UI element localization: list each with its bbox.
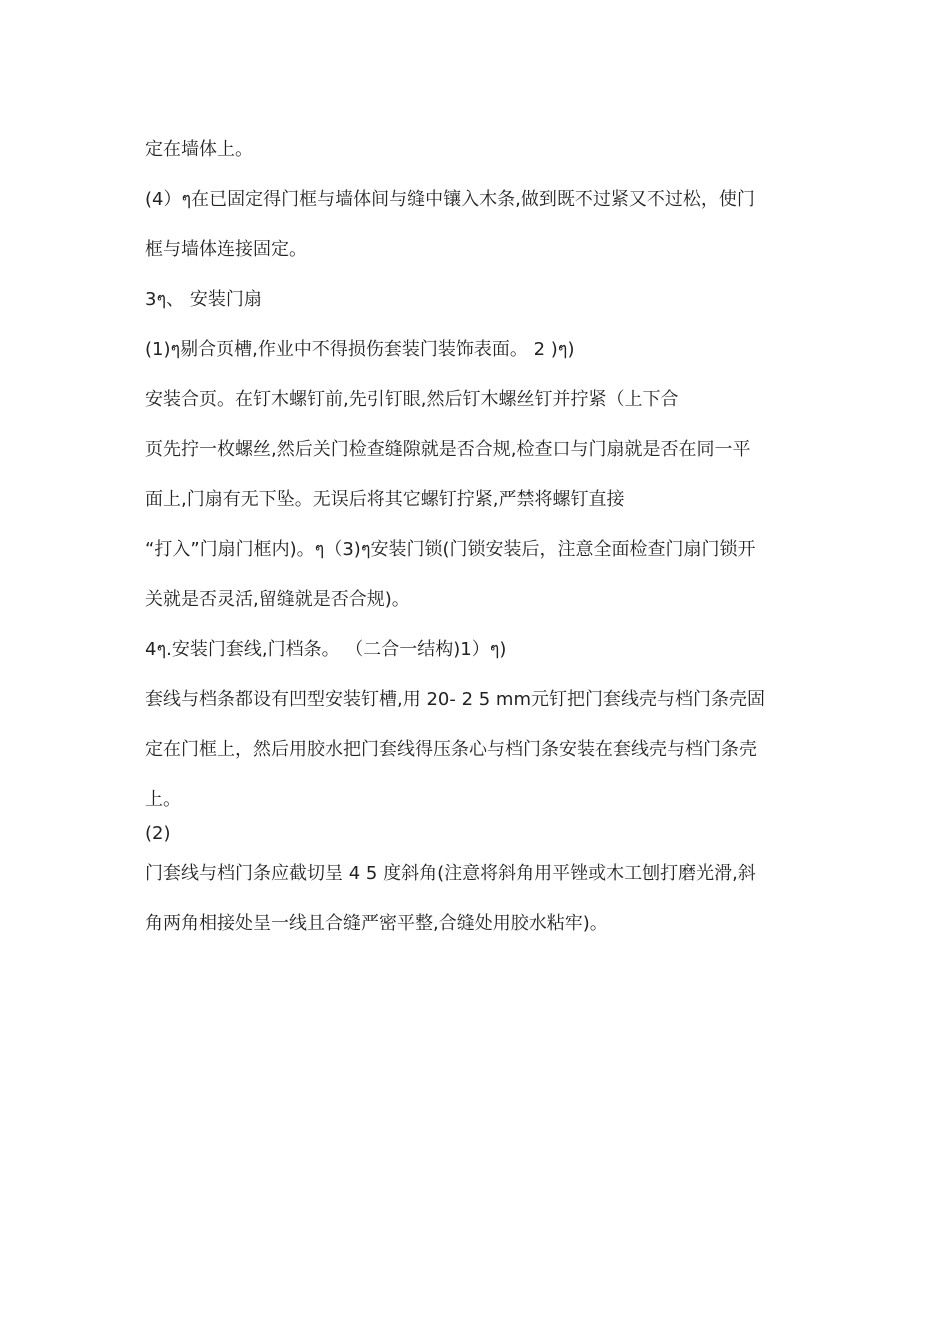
text-line-12: 套线与档条都设有凹型安装钉槽,用 20- 2 5 mm元钉把门套线壳与档门条壳固 — [145, 689, 765, 710]
text-line-9: “打入”门扇门框内)。ๆ（3)ๆ安装门锁(门锁安装后，注意全面检查门扇门锁开 — [145, 539, 756, 560]
text-line-15: (2) — [145, 823, 171, 844]
text-line-2: (4）ๆ在已固定得门框与墙体间与缝中镶入木条,做到既不过紧又不过松，使门 — [145, 189, 755, 210]
text-line-3: 框与墙体连接固定。 — [145, 239, 307, 260]
section-heading-3: 3ๆ、 安装门扇 — [145, 289, 262, 310]
text-line-7: 页先拧一枚螺丝,然后关门检查缝隙就是否合规,检查口与门扇就是否在同一平 — [145, 439, 751, 460]
text-line-16: 门套线与档门条应截切呈 4 5 度斜角(注意将斜角用平锉或木工刨打磨光滑,斜 — [145, 863, 756, 884]
text-line-8: 面上,门扇有无下坠。无误后将其它螺钉拧紧,严禁将螺钉直接 — [145, 489, 625, 510]
text-line-14: 上。 — [145, 789, 181, 810]
text-line-17: 角两角相接处呈一线且合缝严密平整,合缝处用胶水粘牢)。 — [145, 913, 608, 934]
text-line-10: 关就是否灵活,留缝就是否合规)。 — [145, 589, 410, 610]
section-heading-4: 4ๆ.安装门套线,门档条。 （二合一结构)1）ๆ) — [145, 639, 507, 660]
text-line-1: 定在墙体上。 — [145, 139, 253, 160]
text-line-13: 定在门框上，然后用胶水把门套线得压条心与档门条安装在套线壳与档门条壳 — [145, 739, 757, 760]
text-line-5: (1)ๆ剔合页槽,作业中不得损伤套装门装饰表面。 2 )ๆ) — [145, 339, 575, 360]
text-line-6: 安装合页。在钉木螺钉前,先引钉眼,然后钉木螺丝钉并拧紧（上下合 — [145, 389, 679, 410]
